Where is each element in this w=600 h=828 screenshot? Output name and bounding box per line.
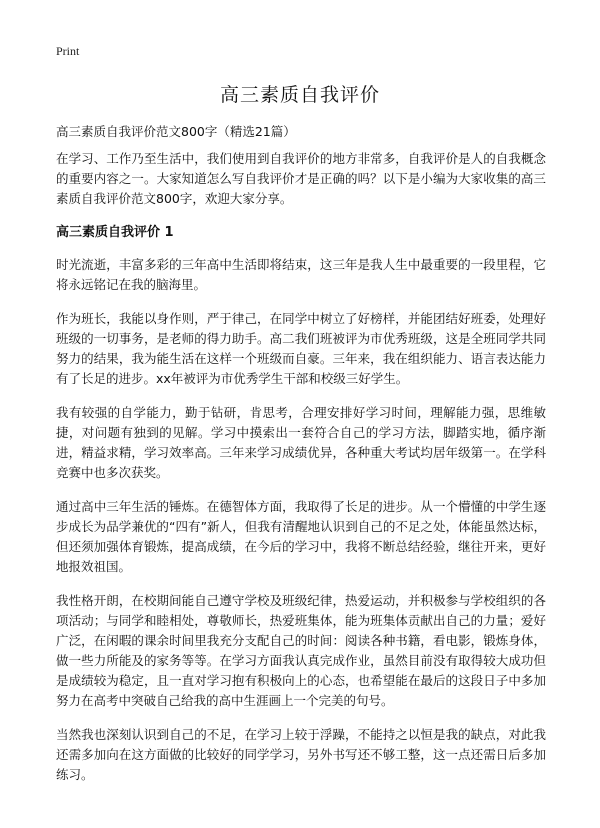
page-title: 高三素质自我评价: [219, 84, 380, 106]
body-paragraph: 作为班长，我能以身作则，严于律己，在同学中树立了好榜样，并能团结好班委，处理好班级的一切事务，是老师的得力助手。高二我们班被评为市优秀班级，这是全班同学共同努力的结果，我为能生活在这样一个班级而自豪。三年来，我在组织能力、语言表达能力有了长足的进步。xx年被评为市优秀学生干部和校级三好学生。: [56, 311, 546, 386]
body-paragraph: 我性格开朗，在校期间能自己遵守学校及班级纪律，热爱运动，并积极参与学校组织的各项活动；与同学和睦相处，尊敬师长，热爱班集体，能为班集体贡献出自己的力量；爱好广泛，在闲暇的课余时间里我充分支配自己的时间：阅读各种书籍，看电影，锻炼身体，做一些力所能及的家务等等。在学习方面我认真完成作业，虽然目前没有取得较大成功但是成绩较为稳定，且一直对学习抱有积极向上的心态，也希望能在最后的这段日子中多加努力在高考中突破自己给我的高中生涯画上一个完美的句号。: [56, 593, 546, 708]
intro-paragraph: 在学习、工作乃至生活中，我们使用到自我评价的地方非常多，自我评价是人的自我概念的重要内容之一。大家知道怎么写自我评价才是正确的吗？以下是小编为大家收集的高三素质自我评价范文800字，欢迎大家分享。: [56, 151, 546, 206]
body-paragraph: 我有较强的自学能力，勤于钻研，肯思考，合理安排好学习时间，理解能力强，思维敏捷，对问题有独到的见解。学习中摸索出一套符合自己的学习方法，脚踏实地，循序渐进，精益求精，学习效率高。三年来学习成绩优异，各种重大考试均居年级第一。在学科竞赛中也多次获奖。: [56, 405, 546, 480]
body-paragraph: 当然我也深刻认识到自己的不足，在学习上较于浮躁，不能持之以恒是我的缺点，对此我还需多加向在这方面做的比较好的同学学习，另外书写还不够工整，这一点还需日后多加练习。: [56, 727, 546, 782]
document-subtitle: 高三素质自我评价范文800字（精选21篇）: [56, 124, 296, 139]
print-link[interactable]: Print: [56, 44, 80, 58]
body-paragraph: 时光流逝，丰富多彩的三年高中生活即将结束，这三年是我人生中最重要的一段里程，它将永远铭记在我的脑海里。: [56, 257, 546, 292]
body-paragraph: 通过高中三年生活的锤炼。在德智体方面，我取得了长足的进步。从一个懵懂的中学生逐步成长为品学兼优的“四有”新人，但我有清醒地认识到自己的不足之处，体能虽然达标，但还须加强体育锻炼，提高成绩，在今后的学习中，我将不断总结经验，继往开来，更好地报效祖国。: [56, 499, 546, 574]
section-heading: 高三素质自我评价 1: [56, 225, 174, 240]
document-body: [56, 149, 546, 799]
